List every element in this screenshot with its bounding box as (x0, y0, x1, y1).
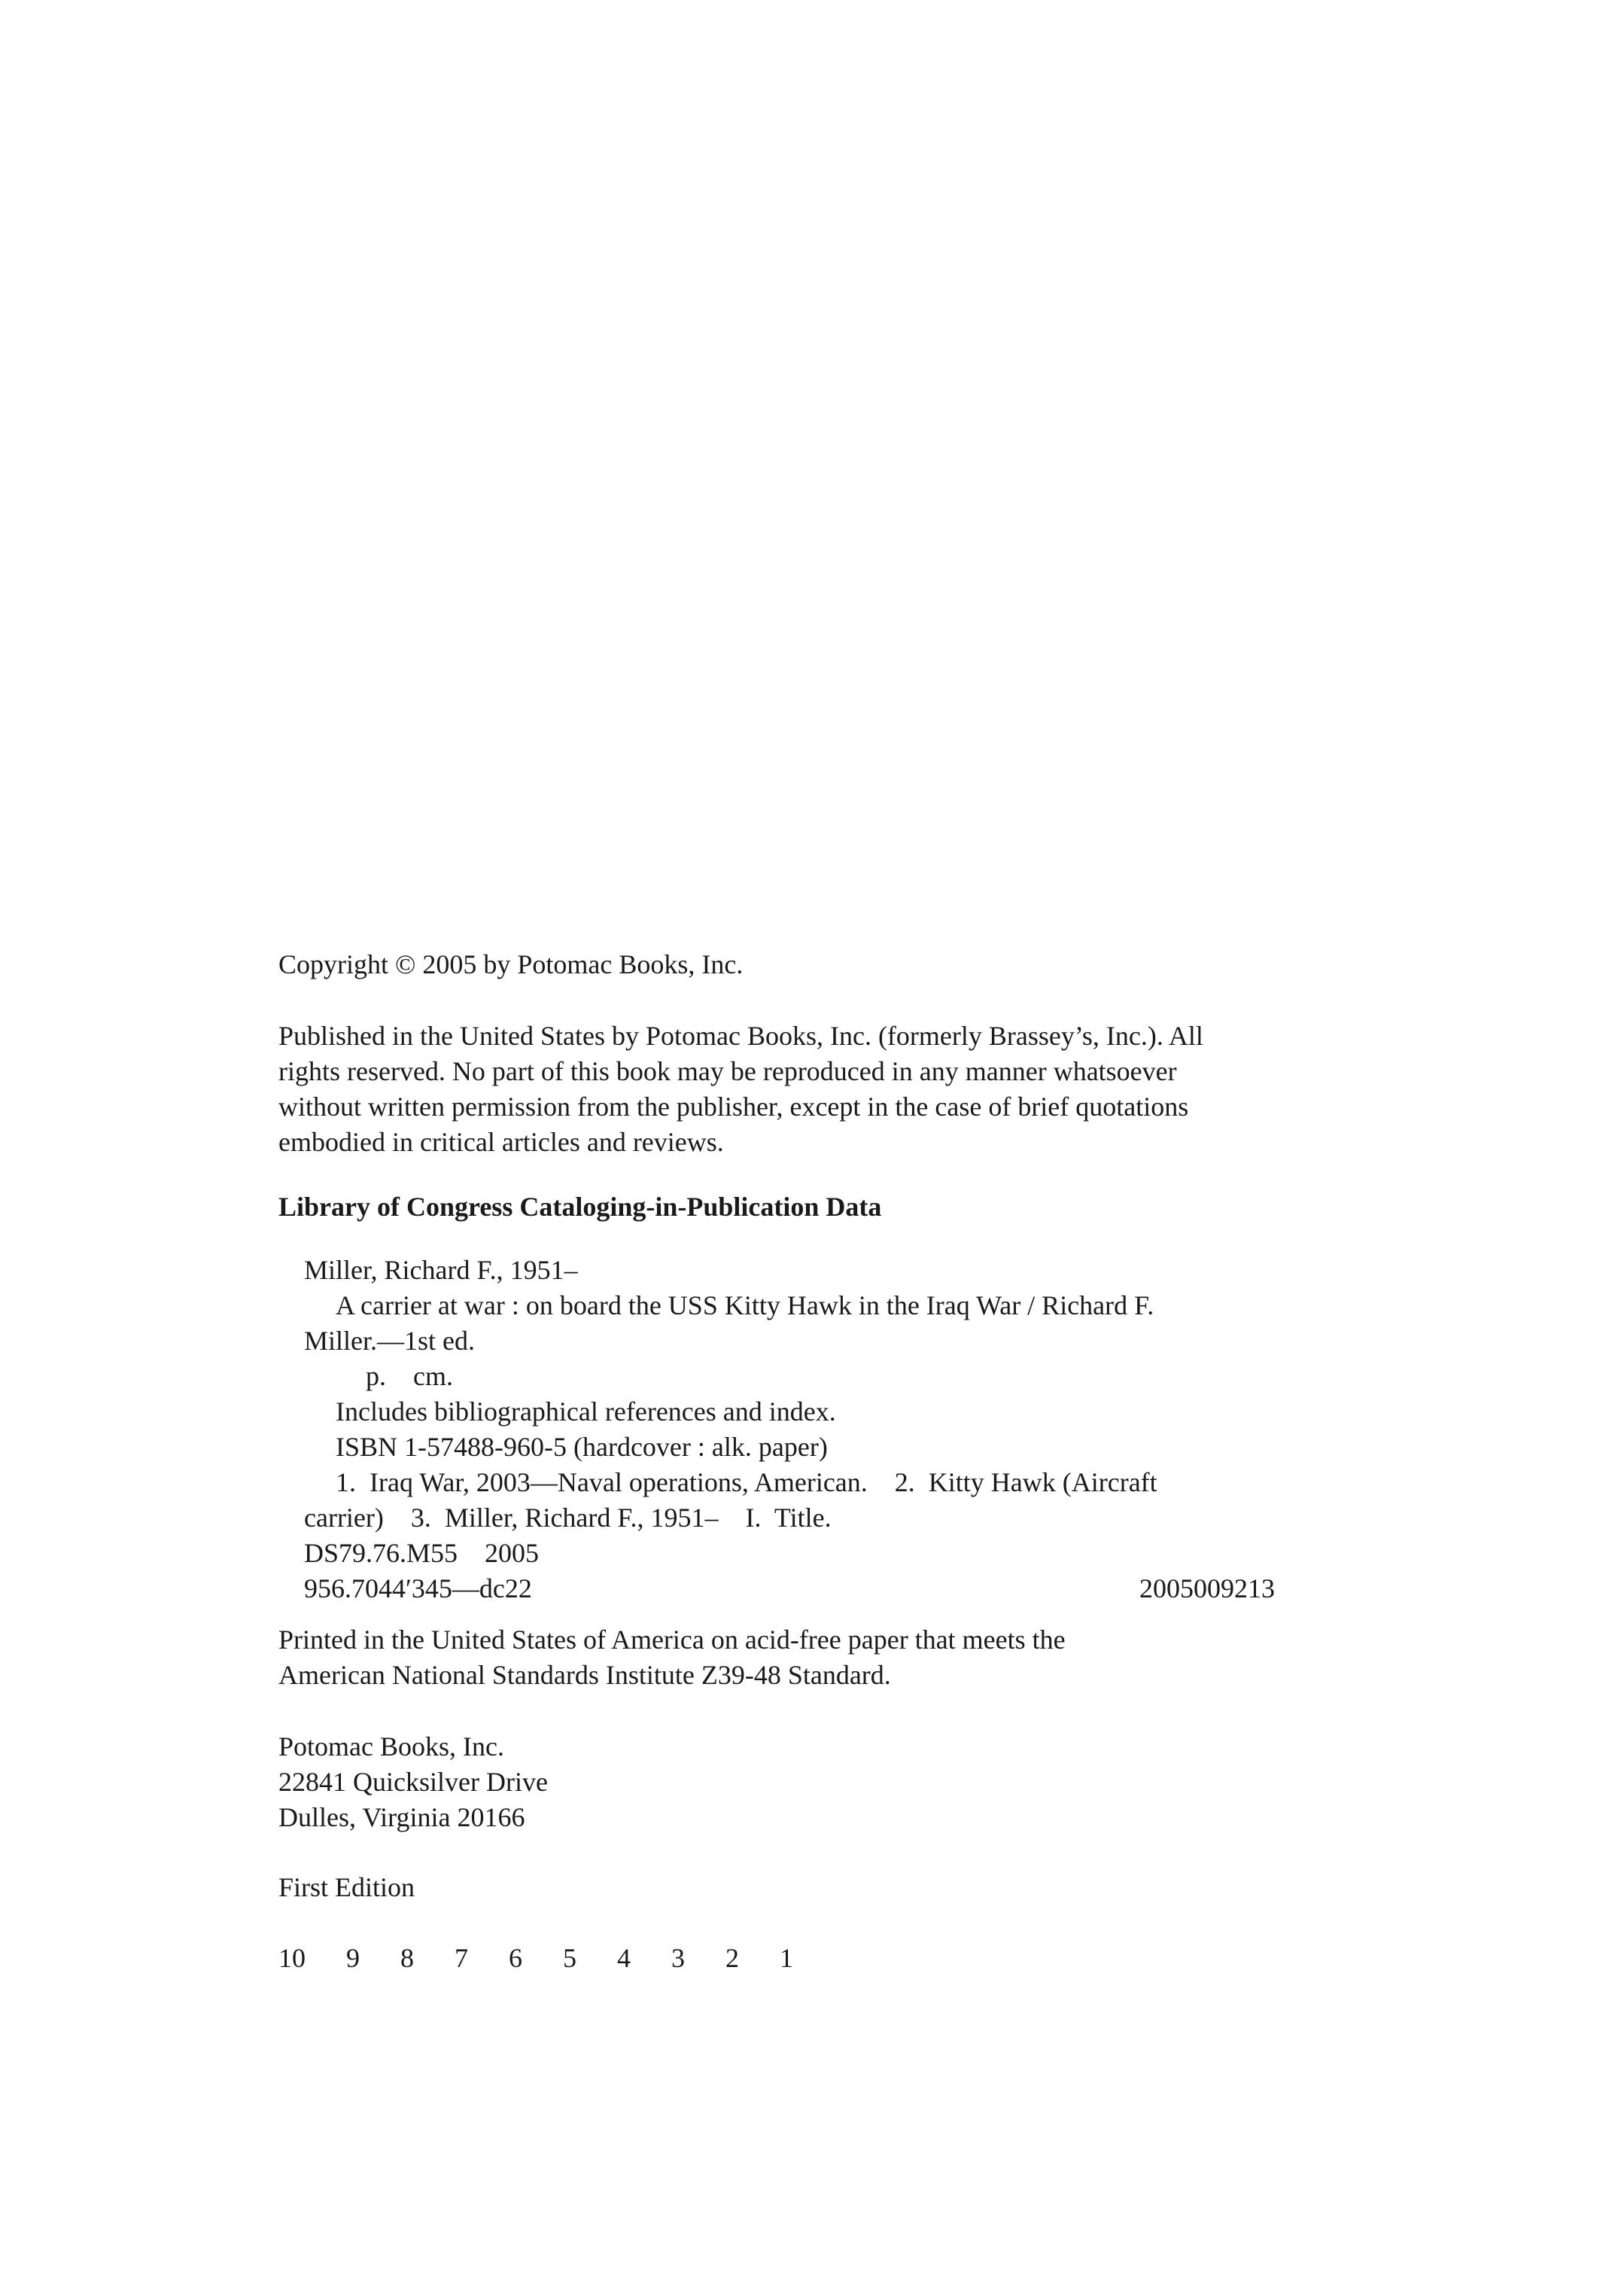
cip-subjects-line: 1. Iraq War, 2003—Naval operations, American. 2. Kitty Hawk (Aircraft (336, 1467, 1157, 1497)
cip-pages: p. cm. (366, 1361, 453, 1391)
edition-statement: First Edition (278, 1872, 415, 1902)
cip-isbn: ISBN 1-57488-960-5 (hardcover : alk. paper) (336, 1432, 828, 1462)
rights-line: embodied in critical articles and reviews. (278, 1127, 724, 1157)
printing-line: Printed in the United States of America on acid-free paper that meets the (278, 1625, 1066, 1655)
rights-line: without written permission from the publisher, except in the case of brief quotations (278, 1092, 1189, 1122)
printing-line: American National Standards Institute Z39-48 Standard. (278, 1660, 891, 1690)
cip-lccn: 2005009213 (1139, 1573, 1275, 1603)
rights-line: rights reserved. No part of this book may be reproduced in any manner whatsoever (278, 1056, 1177, 1086)
publisher-address (278, 1729, 1302, 1835)
cip-lc-class: DS79.76.M55 2005 (304, 1538, 540, 1568)
printing-notice (278, 1622, 1302, 1693)
cip-includes: Includes bibliographical references and index. (336, 1396, 836, 1427)
cip-heading: Library of Congress Cataloging-in-Publication Data (278, 1192, 882, 1222)
cip-dewey: 956.7044′345—dc22 (304, 1573, 532, 1603)
address-line: 22841 Quicksilver Drive (278, 1767, 548, 1797)
cip-title-line: A carrier at war : on board the USS Kitty Hawk in the Iraq War / Richard F. (336, 1290, 1154, 1320)
rights-paragraph (278, 1019, 1302, 1160)
cip-author: Miller, Richard F., 1951– (304, 1255, 578, 1285)
address-line: Dulles, Virginia 20166 (278, 1802, 525, 1832)
print-line: 10 9 8 7 6 5 4 3 2 1 (278, 1943, 793, 1973)
cip-record (304, 1253, 1275, 1606)
cip-dewey-row (304, 1571, 1275, 1606)
address-line: Potomac Books, Inc. (278, 1731, 504, 1762)
copyright-notice: Copyright © 2005 by Potomac Books, Inc. (278, 949, 744, 979)
cip-title-line: Miller.—1st ed. (304, 1326, 475, 1356)
cip-subjects-line: carrier) 3. Miller, Richard F., 1951– I. Title. (304, 1503, 832, 1533)
rights-line: Published in the United States by Potomac Books, Inc. (formerly Brassey’s, Inc.). All (278, 1021, 1203, 1051)
